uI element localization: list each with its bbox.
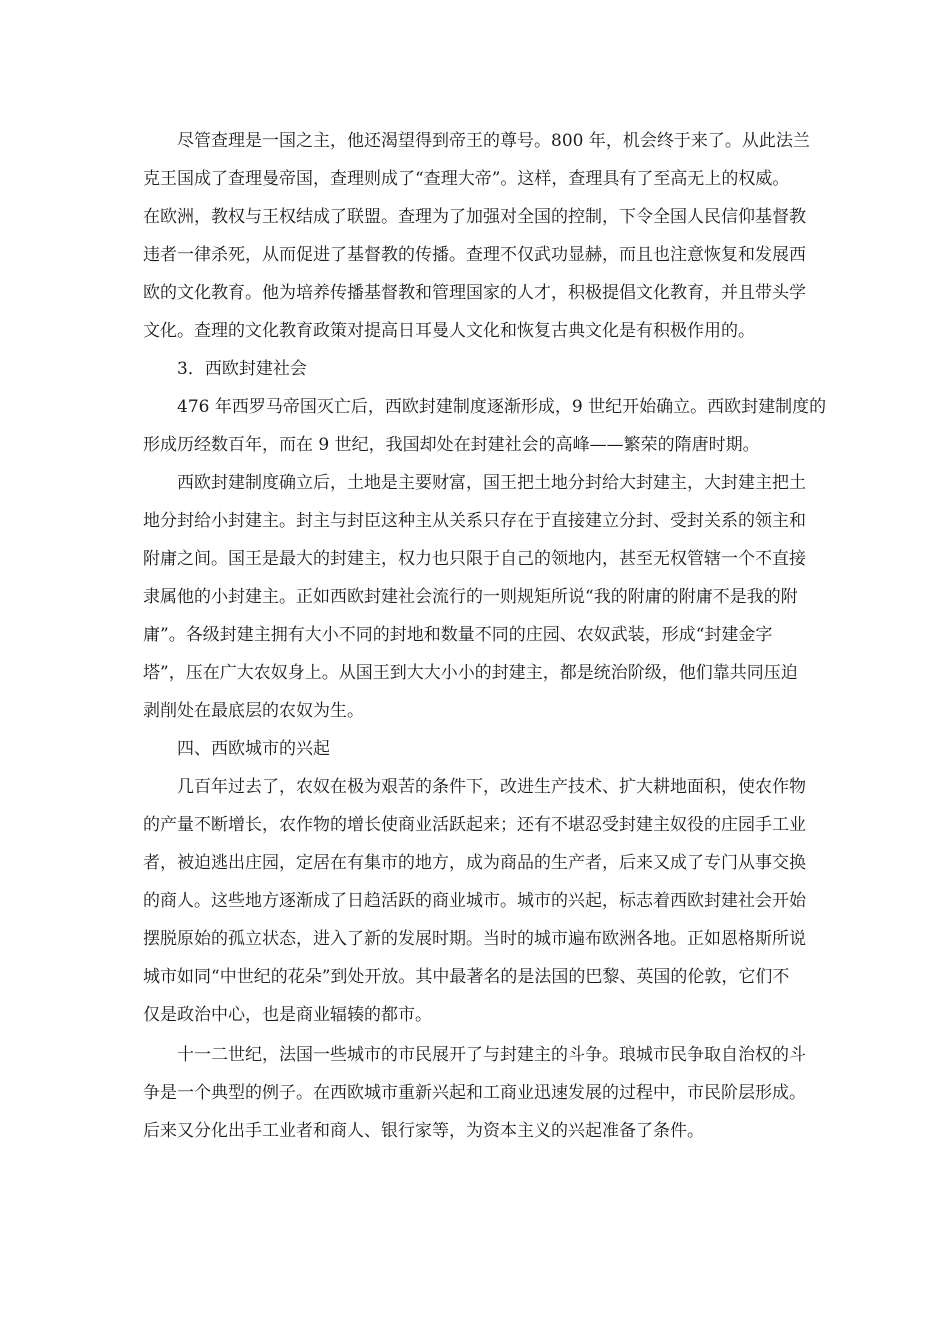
para-4-line-3: 者，被迫逃出庄园，定居在有集市的地方，成为商品的生产者，后来又成了专门从事交换 <box>143 853 806 873</box>
para-1-line-2: 克王国成了查理曼帝国，查理则成了“查理大帝”。这样，查理具有了至高无上的权威。 <box>143 169 790 189</box>
para-2-line-1: 476 年西罗马帝国灭亡后，西欧封建制度逐渐形成，9 世纪开始确立。西欧封建制度的 <box>177 397 827 417</box>
para-3-line-4: 隶属他的小封建主。正如西欧封建社会流行的一则规矩所说“我的附庸的附庸不是我的附 <box>143 587 798 607</box>
para-3-line-5: 庸”。各级封建主拥有大小不同的封地和数量不同的庄园、农奴武装，形成“封建金字 <box>143 625 773 645</box>
para-3-line-1: 西欧封建制度确立后，土地是主要财富，国王把土地分封给大封建主，大封建主把土 <box>177 473 806 493</box>
para-4-line-4: 的商人。这些地方逐渐成了日趋活跃的商业城市。城市的兴起，标志着西欧封建社会开始 <box>143 891 806 911</box>
para-1-line-1: 尽管查理是一国之主，他还渴望得到帝王的尊号。800 年，机会终于来了。从此法兰 <box>177 131 810 151</box>
para-3-line-2: 地分封给小封建主。封主与封臣这种主从关系只存在于直接建立分封、受封关系的领主和 <box>143 511 806 531</box>
para-5-line-3: 后来又分化出手工业者和商人、银行家等，为资本主义的兴起准备了条件。 <box>143 1121 704 1141</box>
para-5-line-1: 十一二世纪，法国一些城市的市民展开了与封建主的斗争。琅城市民争取自治权的斗 <box>177 1045 806 1065</box>
para-4-line-1: 几百年过去了，农奴在极为艰苦的条件下，改进生产技术、扩大耕地面积，使农作物 <box>177 777 806 797</box>
para-1-line-3: 在欧洲，教权与王权结成了联盟。查理为了加强对全国的控制，下令全国人民信仰基督教 <box>143 207 806 227</box>
para-4-line-2: 的产量不断增长，农作物的增长使商业活跃起来；还有不堪忍受封建主奴役的庄园手工业 <box>143 815 806 835</box>
para-5-line-2: 争是一个典型的例子。在西欧城市重新兴起和工商业迅速发展的过程中，市民阶层形成。 <box>143 1083 806 1103</box>
para-1-line-4: 违者一律杀死，从而促进了基督教的传播。查理不仅武功显赫，而且也注意恢复和发展西 <box>143 245 806 265</box>
para-1-line-5: 欧的文化教育。他为培养传播基督教和管理国家的人才，积极提倡文化教育，并且带头学 <box>143 283 806 303</box>
para-4-line-7: 仅是政治中心，也是商业辐辏的都市。 <box>143 1005 432 1025</box>
para-4-line-6: 城市如同“中世纪的花朵”到处开放。其中最著名的是法国的巴黎、英国的伦敦，它们不 <box>143 967 790 987</box>
para-2-line-2: 形成历经数百年，而在 9 世纪，我国却处在封建社会的高峰——繁荣的隋唐时期。 <box>143 435 760 455</box>
para-4-line-5: 摆脱原始的孤立状态，进入了新的发展时期。当时的城市遍布欧洲各地。正如恩格斯所说 <box>143 929 806 949</box>
para-1-line-6: 文化。查理的文化教育政策对提高日耳曼人文化和恢复古典文化是有积极作用的。 <box>143 321 755 341</box>
para-3-line-6: 塔”，压在广大农奴身上。从国王到大大小小的封建主，都是统治阶级，他们靠共同压迫 <box>143 663 798 683</box>
section-heading-3: 3．西欧封建社会 <box>177 359 307 379</box>
section-heading-4: 四、西欧城市的兴起 <box>177 739 330 759</box>
para-3-line-3: 附庸之间。国王是最大的封建主，权力也只限于自己的领地内，甚至无权管辖一个不直接 <box>143 549 806 569</box>
para-3-line-7: 剥削处在最底层的农奴为生。 <box>143 701 364 721</box>
